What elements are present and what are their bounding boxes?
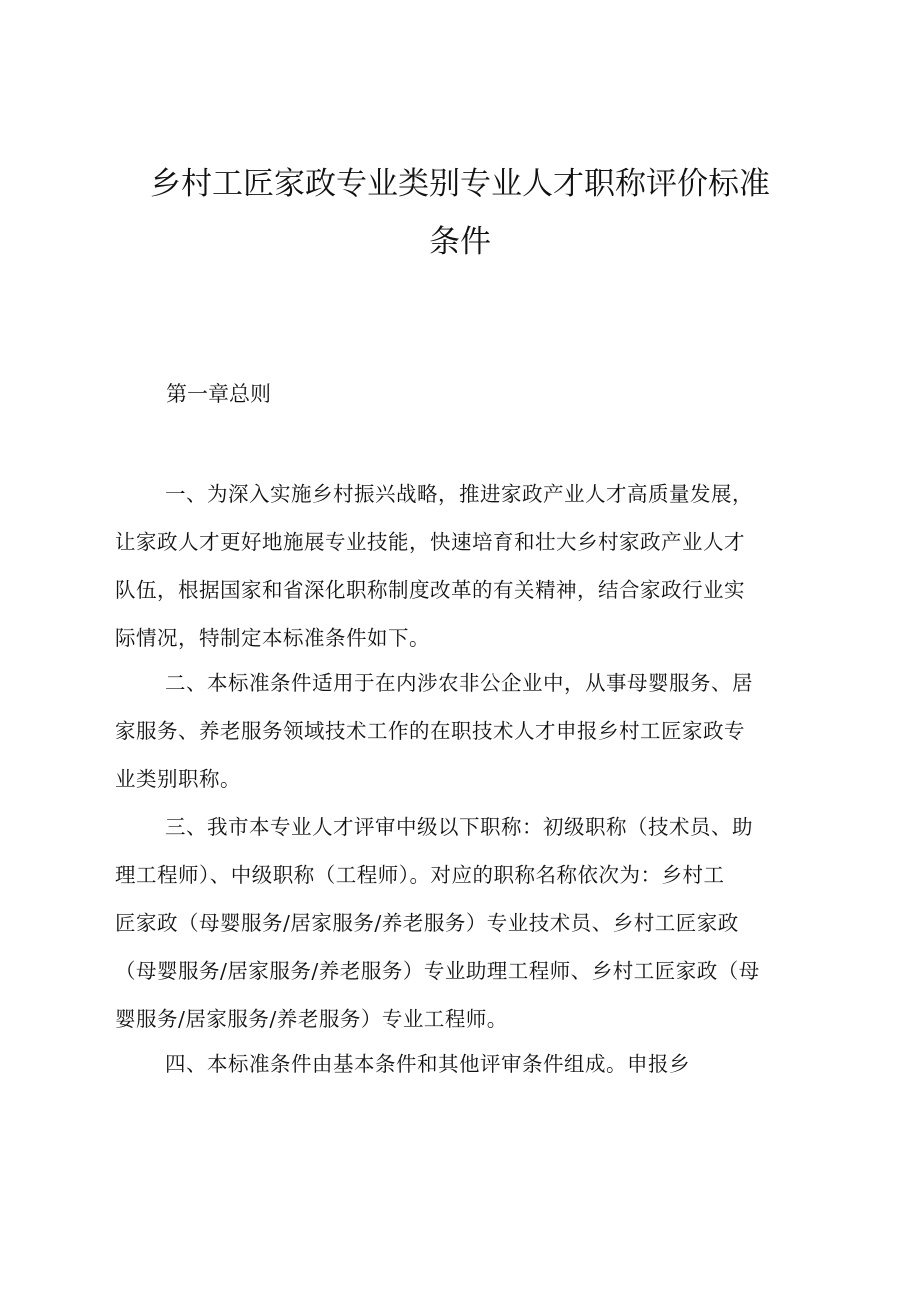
chapter-heading: 第一章总则 <box>166 382 271 406</box>
paragraph-line: 理工程师）、中级职称（工程师）。对应的职称名称依次为：乡村工 <box>115 863 725 887</box>
paragraph-line: 一、为深入实施乡村振兴战略，推进家政产业人才高质量发展， <box>165 482 753 506</box>
document-title-line-1: 乡村工匠家政专业类别专业人才职称评价标准 <box>150 166 770 202</box>
paragraph-line: 际情况，特制定本标准条件如下。 <box>115 626 430 650</box>
paragraph-line: 婴服务/居家服务/养老服务）专业工程师。 <box>115 1007 508 1031</box>
paragraph-line: 业类别职称。 <box>115 767 241 791</box>
paragraph-line: 家服务、养老服务领域技术工作的在职技术人才申报乡村工匠家政专 <box>115 719 745 743</box>
paragraph-line: 四、本标准条件由基本条件和其他评审条件组成。申报乡 <box>165 1052 690 1076</box>
paragraph-line: （母婴服务/居家服务/养老服务）专业助理工程师、乡村工匠家政（母 <box>115 959 760 983</box>
paragraph-line: 三、我市本专业人才评审中级以下职称：初级职称（技术员、助 <box>165 815 753 839</box>
paragraph-line: 队伍，根据国家和省深化职称制度改革的有关精神，结合家政行业实 <box>115 578 745 602</box>
paragraph-line: 匠家政（母婴服务/居家服务/养老服务）专业技术员、乡村工匠家政 <box>115 911 739 935</box>
paragraph-line: 二、本标准条件适用于在内涉农非公企业中，从事母婴服务、居 <box>165 671 753 695</box>
paragraph-line: 让家政人才更好地施展专业技能，快速培育和壮大乡村家政产业人才 <box>115 530 745 554</box>
document-title-line-2: 条件 <box>429 224 491 260</box>
